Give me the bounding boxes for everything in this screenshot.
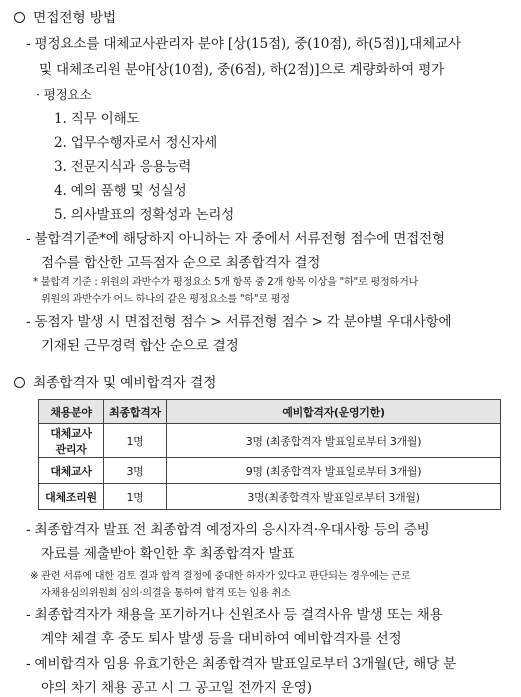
fail-criteria-note-line-1: * 불합격 기준 : 위원의 과반수가 평정요소 5개 항목 중 2개 항목 이상을 "하"로 평정하거나 <box>33 277 419 288</box>
reserve-cell: 3명(최종합격자 발표일로부터 3개월) <box>167 484 501 510</box>
final-heading-text: 최종합격자 및 예비합격자 결정 <box>33 375 217 391</box>
table-row <box>39 424 501 458</box>
final-count-cell: 1명 <box>104 424 167 458</box>
final-bullet-2-line-1: - 최종합격자가 채용을 포기하거나 신원조사 등 결격사유 발생 또는 채용 <box>26 607 443 623</box>
evaluation-factors-title: · 평정요소 <box>36 87 92 102</box>
field-cell: 대체교사 <box>39 458 104 484</box>
column-header: 최종합격자 <box>104 400 167 424</box>
field-cell: 대체조리원 <box>39 484 104 510</box>
circle-bullet-icon <box>14 12 25 23</box>
interview-bullet-2-line-1: - 불합격기준*에 해당하지 아니하는 자 중에서 서류전형 점수에 면접전형 <box>26 231 445 247</box>
field-label: 대체교사 <box>50 426 92 440</box>
circle-bullet-icon <box>14 377 25 388</box>
verification-note-line-2: 자채용심의위원회 심의·의결을 통하여 합격 또는 임용 취소 <box>41 588 291 599</box>
final-heading <box>14 374 216 392</box>
interview-heading <box>14 9 116 27</box>
fail-criteria-note-line-2: 위원의 과반수가 어느 하나의 같은 평정요소를 "하"로 평정 <box>41 294 290 305</box>
interview-bullet-1-line-2: 및 대체조리원 분야[상(10점), 중(6점), 하(2점)]으로 계량화하여 평가 <box>39 62 445 78</box>
field-cell <box>39 424 104 458</box>
table-row <box>39 458 501 484</box>
verification-note-line-1: ※ 관련 서류에 대한 검토 결과 합격 결정에 중대한 하자가 있다고 판단되는 경우에는 근로 <box>30 571 411 582</box>
final-bullet-1-line-1: - 최종합격자 발표 전 최종합격 예정자의 응시자격·우대사항 등의 증빙 <box>26 522 430 538</box>
final-count-cell: 1명 <box>104 484 167 510</box>
interview-bullet-1-line-1: - 평정요소를 대체교사관리자 분야 [상(15점), 중(10점), 하(5점)],대체교사 <box>26 36 461 52</box>
table-row <box>39 484 501 510</box>
table-header-row <box>39 400 501 424</box>
interview-heading-text: 면접전형 방법 <box>33 10 116 26</box>
field-label: 관리자 <box>55 442 87 456</box>
evaluation-item: 2. 업무수행자로서 정신자세 <box>54 135 218 151</box>
evaluation-item: 1. 직무 이해도 <box>54 111 140 127</box>
evaluation-item: 4. 예의 품행 및 성실성 <box>54 183 187 199</box>
final-bullet-3-line-2: 야의 차기 채용 공고 시 그 공고일 전까지 운영) <box>41 680 312 696</box>
reserve-cell: 3명 (최종합격자 발표일로부터 3개월) <box>167 424 501 458</box>
final-bullet-3-line-1: - 예비합격자 임용 유효기한은 최종합격자 발표일로부터 3개월(단, 해당 분 <box>26 656 457 672</box>
evaluation-item: 5. 의사발표의 정확성과 논리성 <box>54 207 235 223</box>
column-header: 채용분야 <box>39 400 104 424</box>
recruitment-table <box>38 399 501 510</box>
column-header: 예비합격자(운영기한) <box>167 400 501 424</box>
interview-bullet-3-line-2: 기재된 근무경력 합산 순으로 결정 <box>41 338 239 354</box>
evaluation-item: 3. 전문지식과 응용능력 <box>54 159 192 175</box>
final-bullet-2-line-2: 계약 체결 후 중도 퇴사 발생 등을 대비하여 예비합격자를 선정 <box>41 631 402 647</box>
final-bullet-1-line-2: 자료를 제출받아 확인한 후 최종합격자 발표 <box>41 546 295 562</box>
interview-bullet-3-line-1: - 동점자 발생 시 면접전형 점수 > 서류전형 점수 > 각 분야별 우대사항에 <box>26 314 452 330</box>
final-count-cell: 3명 <box>104 458 167 484</box>
reserve-cell: 9명 (최종합격자 발표일로부터 3개월) <box>167 458 501 484</box>
interview-bullet-2-line-2: 점수를 합산한 고득점자 순으로 최종합격자 결정 <box>41 255 321 271</box>
